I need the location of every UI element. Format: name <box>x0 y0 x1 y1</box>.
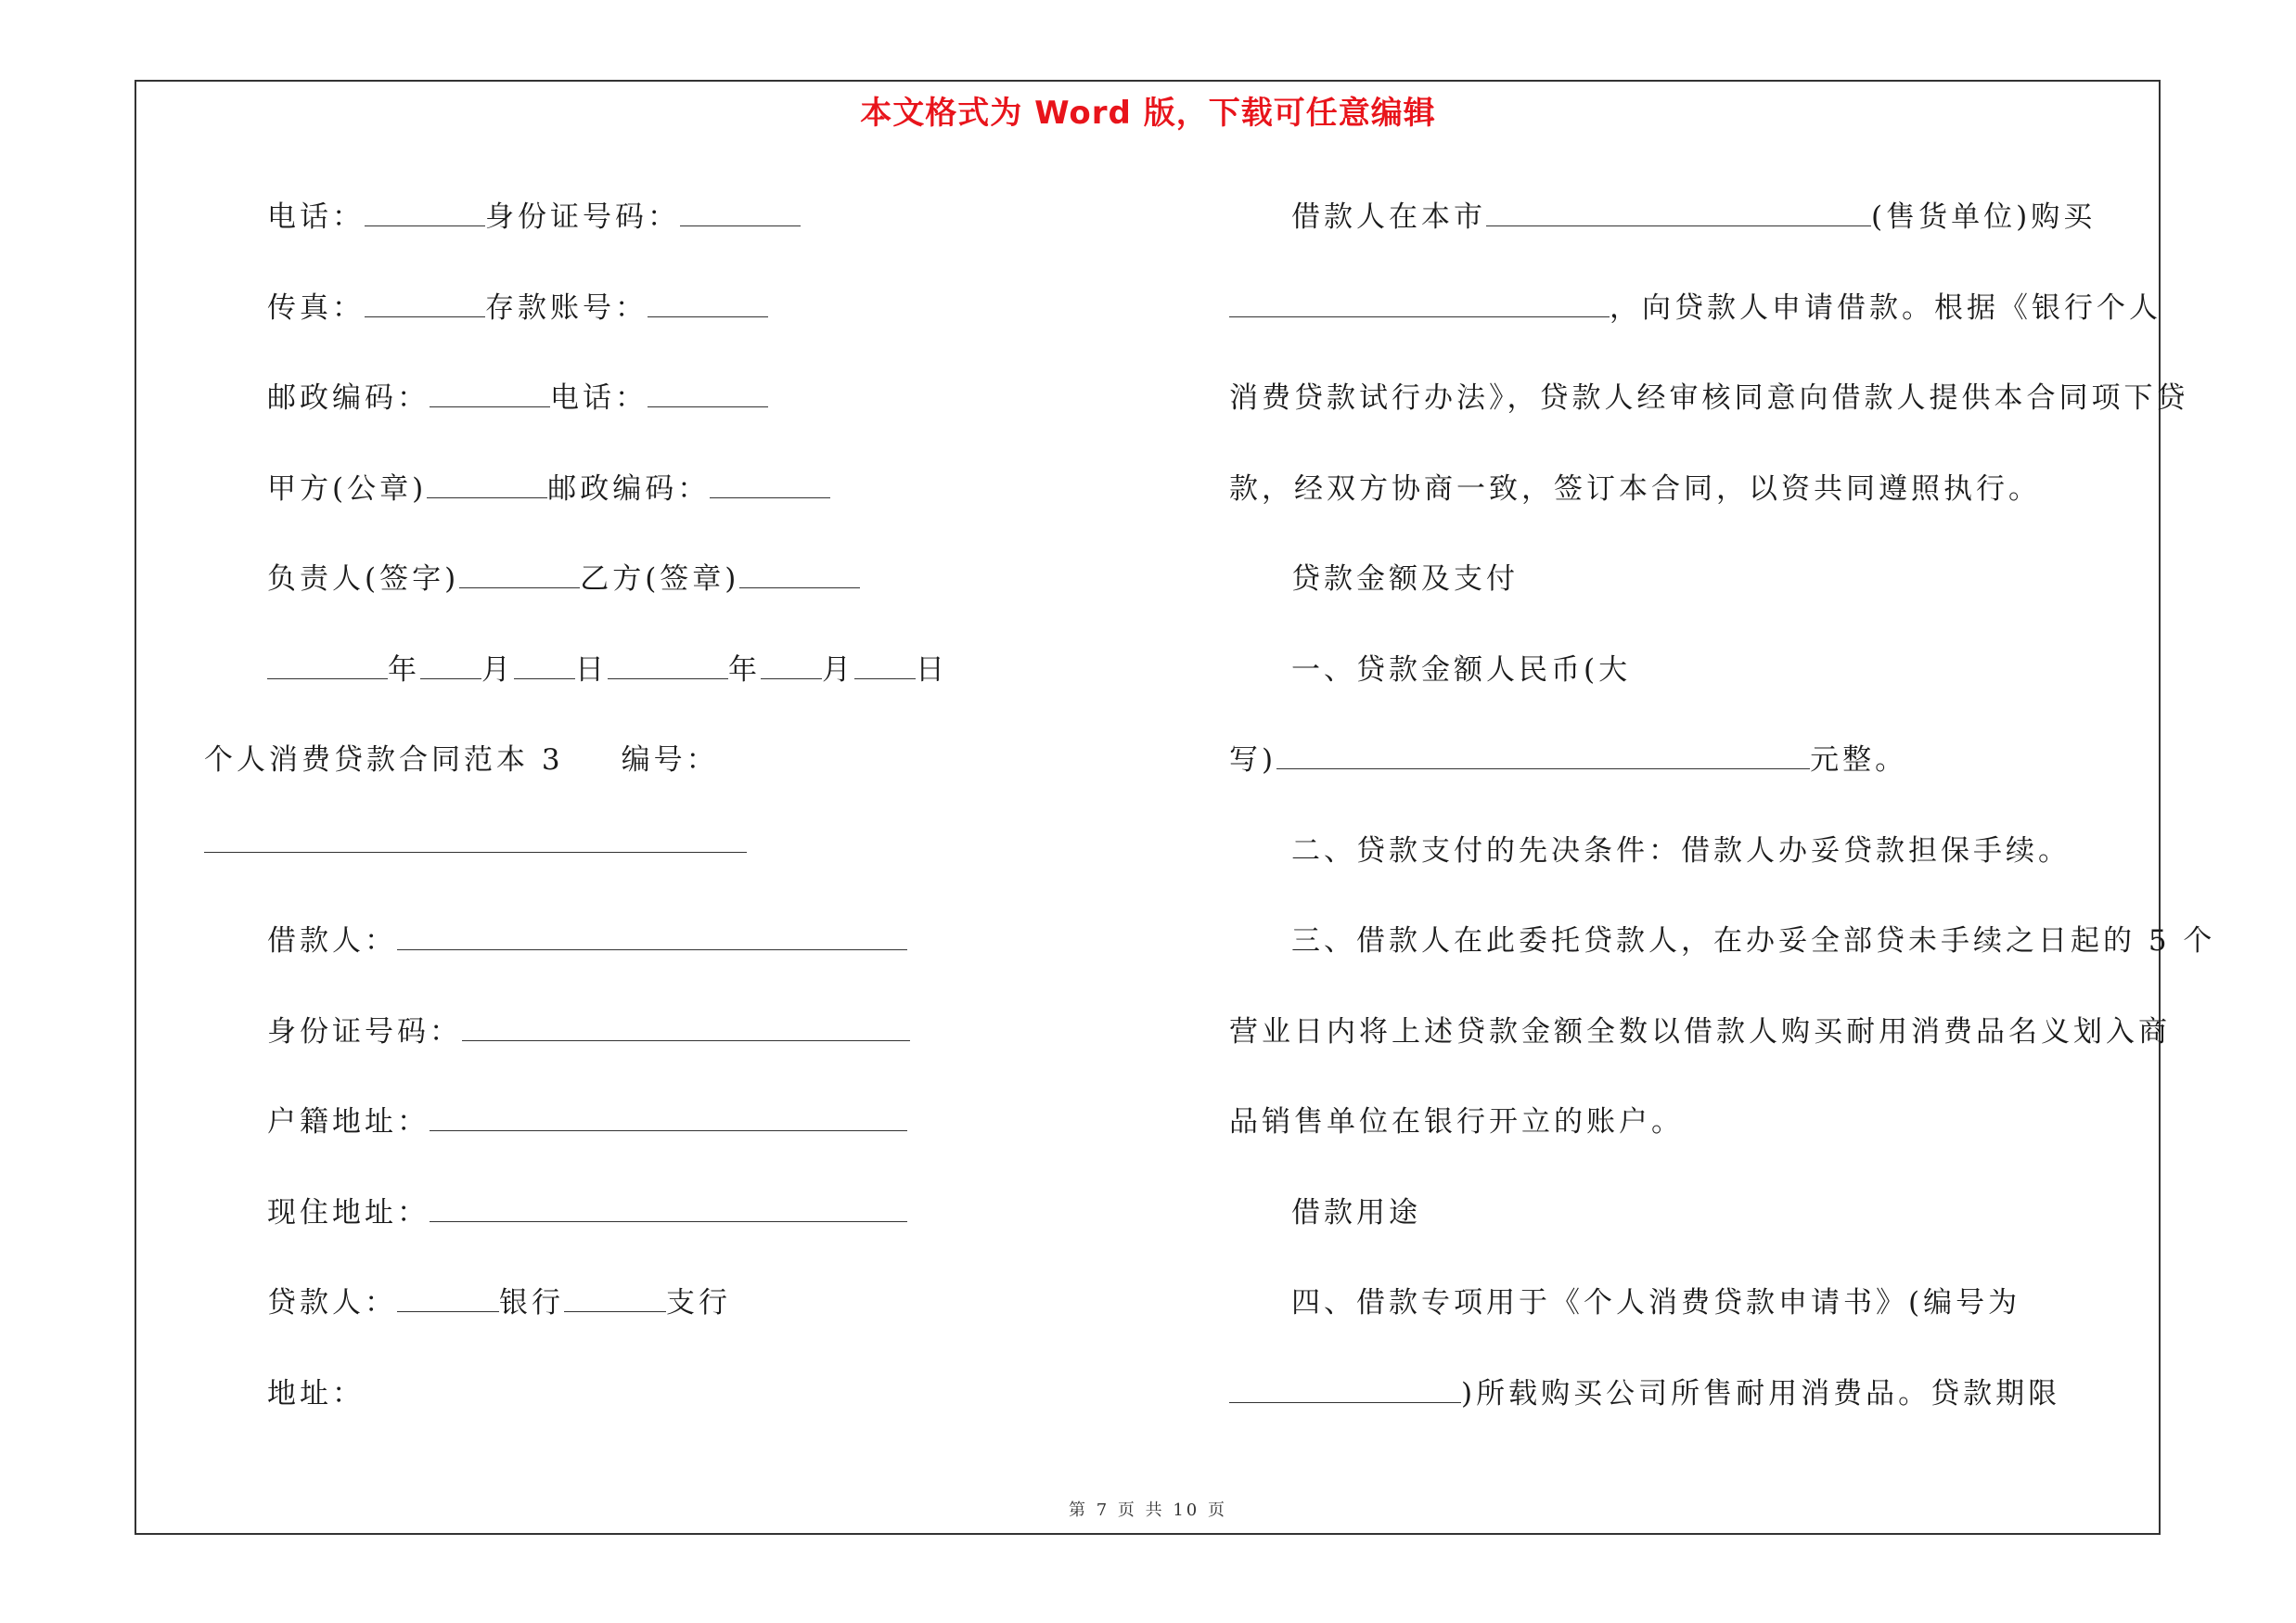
clause-two-line <box>1291 827 2071 869</box>
date-line <box>267 646 948 688</box>
party-b-blank[interactable] <box>739 563 860 588</box>
amount-written-blank[interactable] <box>1276 744 1810 769</box>
borrower-blank[interactable] <box>397 925 907 950</box>
section-loan-purpose <box>1291 1189 1421 1230</box>
current-address-label: 现住地址： <box>267 1196 430 1230</box>
phone2-label: 电话： <box>550 381 648 415</box>
amount-written-label: 写) <box>1229 743 1277 777</box>
borrower-id-blank[interactable] <box>462 1016 910 1041</box>
page-number: 第 7 页 共 10 页 <box>1069 1501 1227 1520</box>
contract-number-blank[interactable] <box>204 828 747 853</box>
day1-label: 日 <box>575 653 608 687</box>
id-number-blank[interactable] <box>680 201 801 226</box>
loan-amount-heading: 贷款金额及支付 <box>1291 562 1519 596</box>
postcode-blank[interactable] <box>430 382 550 407</box>
banner-text: 本文格式为 Word 版，下载可任意编辑 <box>860 95 1436 132</box>
borrower-line <box>267 917 907 959</box>
day1-blank[interactable] <box>514 654 575 679</box>
phone2-blank[interactable] <box>648 382 768 407</box>
purchase-text-a: 借款人在本市 <box>1291 200 1486 234</box>
borrower-id-label: 身份证号码： <box>267 1015 462 1049</box>
clause-one-text: 一、贷款金额人民币(大 <box>1291 653 1632 687</box>
clause-four-line <box>1291 1279 2020 1320</box>
application-number-blank[interactable] <box>1229 1378 1461 1403</box>
clause-three-cont-text: 营业日内将上述贷款金额全数以借款人购买耐用消费品名义划入商 <box>1229 1015 2171 1049</box>
household-address-blank[interactable] <box>430 1106 907 1131</box>
clause-approval-line <box>1229 374 2189 416</box>
year2-label: 年 <box>728 653 761 687</box>
clause-purchase-line <box>1291 193 2096 235</box>
section-loan-amount <box>1291 555 1519 597</box>
clause-apply-line <box>1229 284 2161 326</box>
postcode-line <box>267 374 768 416</box>
address-line <box>267 1370 365 1411</box>
borrower-label: 借款人： <box>267 924 397 958</box>
fax-label: 传真： <box>267 291 365 325</box>
party-a-blank[interactable] <box>427 473 547 498</box>
account-label: 存款账号： <box>485 291 648 325</box>
clause-three-line <box>1291 917 2215 959</box>
branch-blank[interactable] <box>564 1287 666 1312</box>
postcode2-label: 邮政编码： <box>547 472 711 506</box>
page-footer <box>0 1497 2296 1521</box>
month2-blank[interactable] <box>761 654 822 679</box>
lender-bank-blank[interactable] <box>397 1287 499 1312</box>
borrower-id-line <box>267 1008 910 1050</box>
party-b-label: 乙方(签章) <box>580 562 740 596</box>
clause-three-text: 三、借款人在此委托贷款人，在办妥全部贷未手续之日起的 5 个 <box>1291 924 2216 958</box>
signatory-line <box>267 555 860 597</box>
contract-title-line <box>204 736 719 778</box>
clause-three-cont-line <box>1229 1008 2171 1050</box>
current-address-line <box>267 1189 907 1230</box>
contact-phone-line <box>267 193 801 235</box>
bank-label: 银行 <box>499 1286 564 1320</box>
approval-text: 消费贷款试行办法》，贷款人经审核同意向借款人提供本合同项下贷 <box>1229 381 2189 415</box>
lender-line <box>267 1279 731 1320</box>
clause-three-end-line <box>1229 1098 1684 1140</box>
fax-line <box>267 284 768 326</box>
day2-label: 日 <box>916 653 948 687</box>
clause-four-cont-line <box>1229 1370 2060 1411</box>
clause-three-end-text: 品销售单位在银行开立的账户。 <box>1229 1105 1684 1139</box>
year2-blank[interactable] <box>608 654 728 679</box>
branch-label: 支行 <box>666 1286 731 1320</box>
year1-label: 年 <box>388 653 420 687</box>
month2-label: 月 <box>822 653 854 687</box>
postcode-label: 邮政编码： <box>267 381 430 415</box>
responsible-person-label: 负责人(签字) <box>267 562 460 596</box>
year1-blank[interactable] <box>267 654 388 679</box>
clause-four-cont-text: )所载购买公司所售耐用消费品。贷款期限 <box>1461 1377 2061 1410</box>
clause-one-line <box>1291 646 1631 688</box>
seller-blank[interactable] <box>1486 201 1871 226</box>
responsible-blank[interactable] <box>459 563 580 588</box>
contract-number-line <box>204 827 747 860</box>
lender-label: 贷款人： <box>267 1286 397 1320</box>
agreement-text: 款，经双方协商一致，签订本合同，以资共同遵照执行。 <box>1229 472 2041 506</box>
clause-four-text: 四、借款专项用于《个人消费贷款申请书》(编号为 <box>1291 1286 2021 1320</box>
fax-blank[interactable] <box>365 292 485 317</box>
clause-two-text: 二、贷款支付的先决条件：借款人办妥贷款担保手续。 <box>1291 834 2071 868</box>
contract-title: 个人消费贷款合同范本 3 <box>204 743 564 777</box>
word-format-banner <box>0 87 2296 133</box>
goods-blank[interactable] <box>1229 292 1610 317</box>
month1-label: 月 <box>481 653 514 687</box>
postcode2-blank[interactable] <box>710 473 830 498</box>
day2-blank[interactable] <box>854 654 916 679</box>
apply-text: ，向贷款人申请借款。根据《银行个人 <box>1610 291 2161 325</box>
amount-unit-label: 元整。 <box>1810 743 1908 777</box>
address-label: 地址： <box>267 1377 365 1410</box>
amount-written-line <box>1229 736 1907 778</box>
party-a-line <box>267 465 830 507</box>
clause-agreement-line <box>1229 465 2041 507</box>
phone-blank[interactable] <box>365 201 485 226</box>
household-address-line <box>267 1098 907 1140</box>
month1-blank[interactable] <box>420 654 481 679</box>
household-address-label: 户籍地址： <box>267 1105 430 1139</box>
purchase-text-b: (售货单位)购买 <box>1871 200 2097 234</box>
current-address-blank[interactable] <box>430 1197 907 1222</box>
account-blank[interactable] <box>648 292 768 317</box>
loan-purpose-heading: 借款用途 <box>1291 1196 1421 1230</box>
phone-label: 电话： <box>267 200 365 234</box>
contract-number-label: 编号： <box>621 743 719 777</box>
id-number-label: 身份证号码： <box>485 200 680 234</box>
party-a-label: 甲方(公章) <box>267 472 428 506</box>
